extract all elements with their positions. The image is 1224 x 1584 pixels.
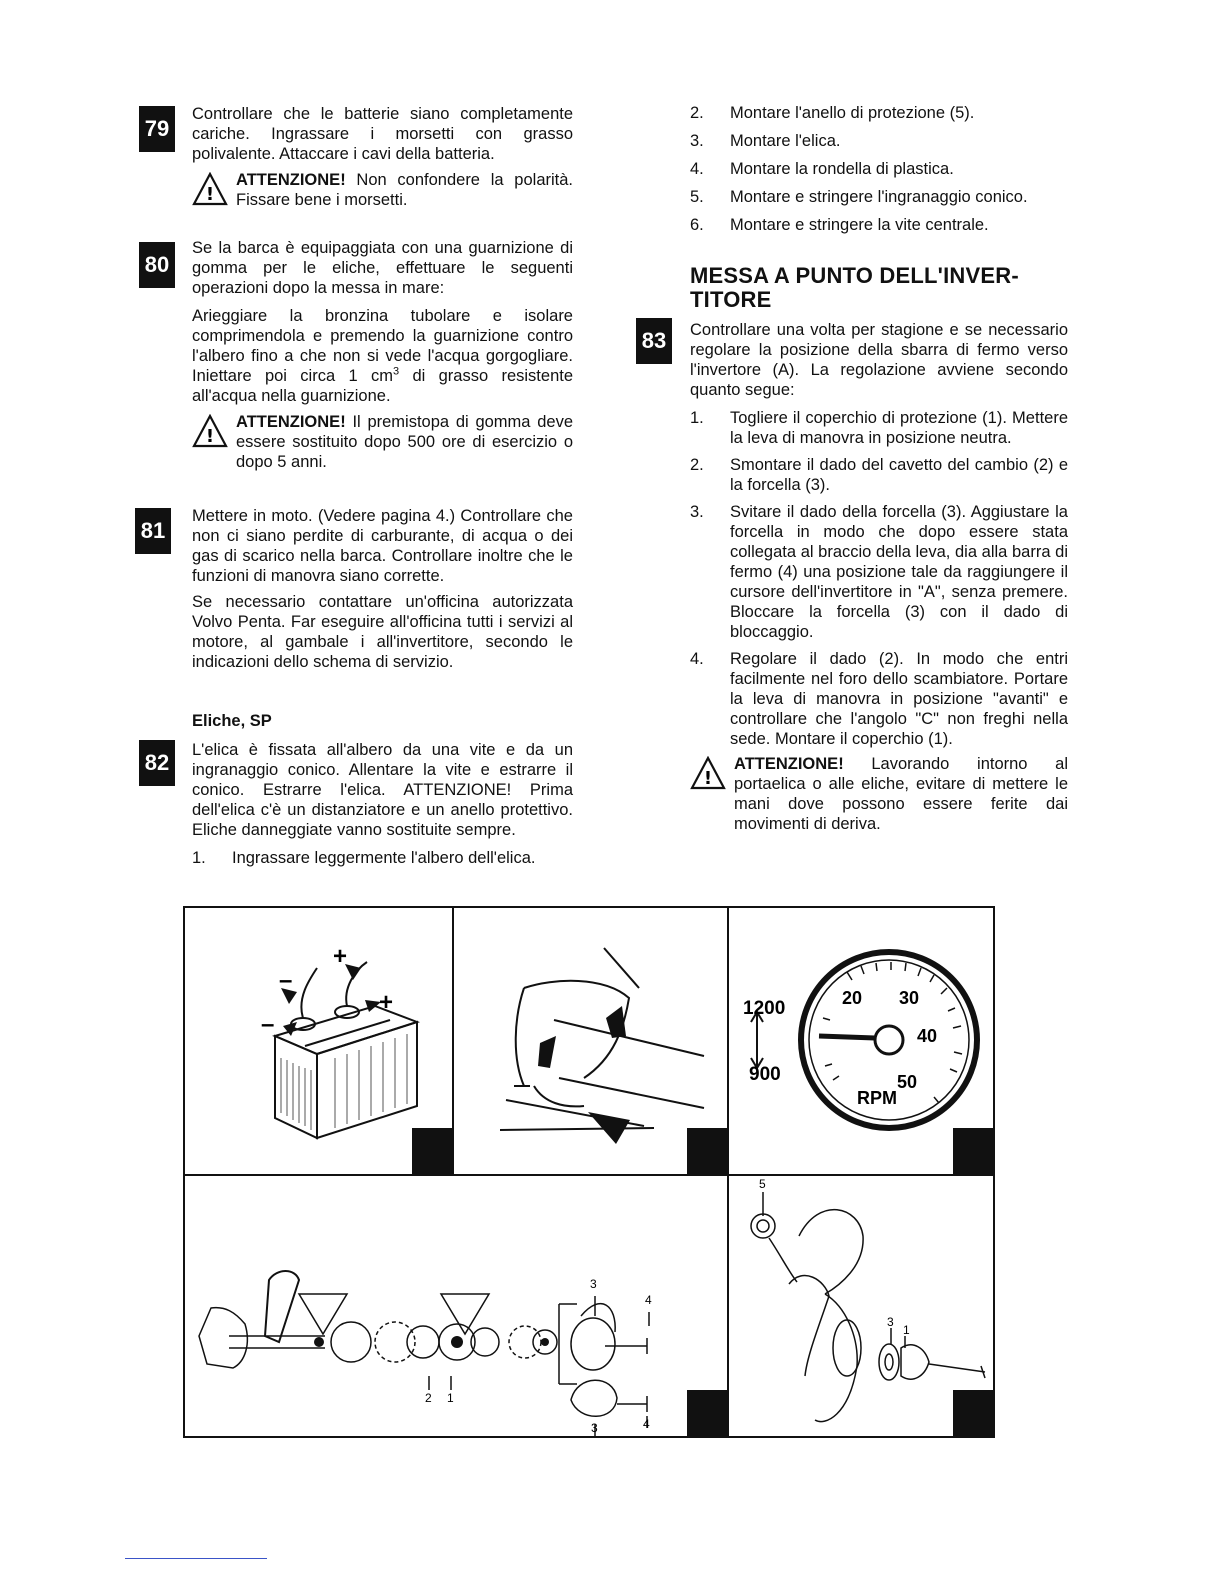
figure-propeller-assembly	[729, 1176, 993, 1436]
gauge-tick-30: 30	[899, 988, 920, 1008]
figure-corner-marker	[412, 1128, 452, 1174]
part-callout-3: 3	[590, 1277, 597, 1291]
part-callout-5: 5	[759, 1177, 766, 1191]
gauge-tick-40: 40	[917, 1026, 938, 1046]
list-item	[690, 103, 1068, 123]
step-text: Montare e stringere l'ingranaggio conico.	[730, 188, 1028, 206]
part-callout-1: 1	[447, 1391, 454, 1405]
gauge-tick-50: 50	[897, 1072, 918, 1092]
section-badge-81: 81	[135, 508, 171, 554]
step-text: Montare la rondella di plastica.	[730, 160, 954, 178]
section-80-text: Se la barca è equipaggiata con una guarnizione di gomma per le eliche, effettuare le seguenti operazioni dopo la messa in mare:	[192, 239, 573, 297]
warning-79	[192, 170, 573, 210]
part-callout-1: 1	[903, 1323, 910, 1337]
adjustment-steps	[690, 408, 1068, 756]
warning-triangle-icon	[192, 414, 228, 448]
svg-text:!: !	[205, 426, 215, 447]
section-81-text-2: Se necessario contattare un'officina autorizzata Volvo Penta. Far eseguire all'officina tutti i servizi al motore, al gambale i all'invertitore, secondo le indicazioni dello schema di servizio.	[192, 593, 573, 671]
battery-minus-lower: –	[261, 1011, 275, 1038]
warning-83	[690, 754, 1068, 834]
part-callout-4: 4	[645, 1293, 652, 1307]
propeller-steps-left	[192, 848, 573, 875]
part-callout-3: 3	[887, 1315, 894, 1329]
svg-text:!: !	[205, 184, 215, 205]
figure-shaft-seal	[454, 908, 729, 1176]
list-item	[192, 848, 573, 868]
warning-83-text: Lavorando intorno al portaelica o alle eliche, evitare di mettere le mani dove possono essere ferite dai movimenti di deriva.	[734, 755, 1068, 833]
list-item	[690, 649, 1068, 749]
step-number: 4.	[690, 160, 704, 178]
figure-corner-marker	[953, 1128, 993, 1174]
superscript-3: 3	[392, 365, 400, 378]
gauge-label-1200: 1200	[743, 998, 786, 1019]
list-item	[690, 408, 1068, 448]
step-number: 4.	[690, 650, 704, 668]
exploded-propeller-illustration	[185, 1176, 727, 1436]
warning-triangle-icon	[192, 172, 228, 206]
warning-83-label: ATTENZIONE!	[734, 755, 844, 773]
step-text: Ingrassare leggermente l'albero dell'elica.	[232, 849, 536, 867]
part-callout-3-lower: 3	[591, 1421, 598, 1435]
section-badge-80: 80	[139, 242, 175, 288]
eliche-subheading: Eliche, SP	[192, 712, 272, 730]
list-item	[690, 215, 1068, 235]
section-80-text-2a: Arieggiare la bronzina tubolare e isolare comprimendola e premendo la guarnizione contro l'albero fino a che non si vede l'acqua gorgogliare. Iniettare poi circa 1 cm	[192, 307, 573, 385]
footnote-rule	[125, 1558, 267, 1559]
list-item	[690, 159, 1068, 179]
list-item	[690, 187, 1068, 207]
warning-79-text: Non confondere la polarità. Fissare bene i morsetti.	[236, 171, 573, 209]
section-heading-line2: TITORE	[690, 287, 772, 312]
step-text: Togliere il coperchio di protezione (1). Mettere la leva di manovra in posizione neutra.	[730, 409, 1068, 447]
step-text: Svitare il dado della forcella (3). Aggiustare la forcella in modo che dopo essere stata collegata al braccio della leva, dia alla barra di fermo (4) una posizione tale da raggiungere il cursore dell'invertitore in "A", senza premere. Bloccare la forcella (3) con il dado di bloccaggio.	[730, 503, 1068, 641]
battery-plus-top: +	[333, 943, 348, 970]
gauge-label-900: 900	[749, 1064, 781, 1085]
figure-corner-marker	[687, 1128, 727, 1174]
section-83-text: Controllare una volta per stagione e se necessario regolare la posizione della sbarra di fermo verso l'invertore (A). La regolazione avviene secondo quanto segue:	[690, 321, 1068, 399]
list-item	[690, 131, 1068, 151]
step-text: Montare l'anello di protezione (5).	[730, 104, 975, 122]
step-number: 1.	[192, 849, 206, 867]
svg-text:!: !	[703, 768, 713, 789]
list-item	[690, 502, 1068, 642]
figure-grid	[183, 906, 995, 1438]
figure-rpm-gauge	[729, 908, 993, 1176]
part-callout-4-lower: 4	[643, 1417, 650, 1431]
step-text: Regolare il dado (2). In modo che entri facilmente nel foro dello scambiatore. Portare la leva di manovra in posizione "avanti" e controllare che l'angolo "C" non freghi nella sede. Montare il coperchio (1).	[730, 650, 1068, 748]
warning-79-label: ATTENZIONE!	[236, 171, 346, 189]
propeller-steps-right	[690, 103, 1068, 243]
list-item	[690, 455, 1068, 495]
section-badge-83: 83	[636, 318, 672, 364]
step-text: Smontare il dado del cavetto del cambio (2) e la forcella (3).	[730, 456, 1068, 494]
step-text: Montare l'elica.	[730, 132, 841, 150]
warning-80-text: Il premistopa di gomma deve essere sostituito dopo 500 ore di esercizio o dopo 5 anni.	[236, 413, 573, 471]
section-badge-82: 82	[139, 740, 175, 786]
figure-corner-marker	[687, 1390, 727, 1436]
step-number: 3.	[690, 132, 704, 150]
step-number: 6.	[690, 216, 704, 234]
gauge-tick-20: 20	[842, 988, 863, 1008]
section-81-text: Mettere in moto. (Vedere pagina 4.) Controllare che non ci siano perdite di carburante, di acqua o dei gas di scarico nella barca. Controllare inoltre che le funzioni di manovra siano corrette.	[192, 507, 573, 585]
section-80-text-2	[192, 306, 573, 406]
warning-80-label: ATTENZIONE!	[236, 413, 346, 431]
section-badge-79: 79	[139, 106, 175, 152]
figure-exploded-propeller	[185, 1176, 729, 1436]
step-number: 2.	[690, 456, 704, 474]
gauge-rpm-label: RPM	[857, 1088, 897, 1108]
battery-plus-right: +	[379, 989, 394, 1016]
step-number: 3.	[690, 503, 704, 521]
section-heading-line1: MESSA A PUNTO DELL'INVER-	[690, 263, 1019, 288]
section-82-text: L'elica è fissata all'albero da una vite e da un ingranaggio conico. Allentare la vite e estrarre il conico. Estrarre l'elica. ATTENZIONE! Prima dell'elica c'è un distanziatore e un anello protettivo. Eliche danneggiate vanno sostituite sempre.	[192, 741, 573, 839]
part-callout-2: 2	[425, 1391, 432, 1405]
step-number: 1.	[690, 409, 704, 427]
warning-80	[192, 412, 573, 472]
figure-battery	[185, 908, 454, 1176]
section-80-text-2b: di grasso resistente all'acqua nella guarnizione.	[192, 367, 574, 405]
figure-corner-marker	[953, 1390, 993, 1436]
warning-triangle-icon	[690, 756, 726, 790]
step-text: Montare e stringere la vite centrale.	[730, 216, 989, 234]
step-number: 2.	[690, 104, 704, 122]
section-79-text: Controllare che le batterie siano completamente cariche. Ingrassare i morsetti con grasso polivalente. Attaccare i cavi della batteria.	[192, 105, 573, 163]
battery-minus-left: –	[279, 967, 293, 994]
step-number: 5.	[690, 188, 704, 206]
